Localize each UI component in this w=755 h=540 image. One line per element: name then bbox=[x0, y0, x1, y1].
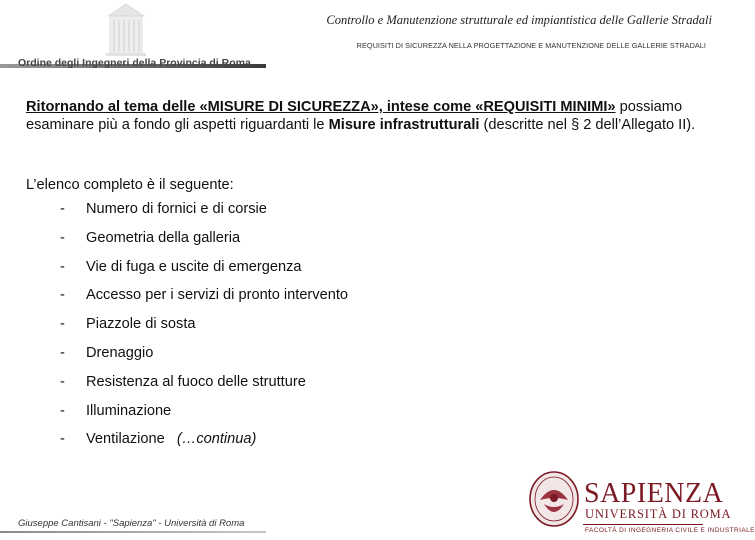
sapienza-logo-faculty: FACOLTÀ DI INGEGNERIA CIVILE E INDUSTRIALE bbox=[585, 527, 755, 534]
list-item bbox=[60, 403, 348, 432]
list-item-text: Geometria della galleria bbox=[86, 229, 241, 246]
intro-text-before: possiamo esaminare più a fondo gli aspetti riguardanti le bbox=[26, 99, 683, 133]
bullet-dash: - bbox=[60, 344, 65, 361]
continuation-note: (…continua) bbox=[176, 431, 257, 448]
list-item bbox=[60, 201, 348, 230]
sapienza-logo-name: SAPIENZA bbox=[584, 478, 724, 509]
list-item-text: Ventilazione bbox=[86, 431, 165, 448]
list-item bbox=[60, 259, 348, 288]
list-item bbox=[60, 287, 348, 316]
list-item-text: Drenaggio bbox=[86, 344, 154, 361]
intro-paragraph bbox=[26, 98, 706, 134]
bullet-dash: - bbox=[60, 201, 65, 217]
bullet-dash: - bbox=[60, 431, 65, 448]
sapienza-logo-divider bbox=[583, 524, 703, 525]
bullet-dash: - bbox=[60, 287, 65, 304]
list-item bbox=[60, 374, 348, 403]
list-item-text: Illuminazione bbox=[86, 402, 172, 419]
list-item bbox=[60, 431, 348, 460]
building-logo-icon bbox=[104, 2, 148, 58]
measures-list bbox=[60, 201, 348, 460]
bullet-dash: - bbox=[60, 316, 65, 333]
bullet-dash: - bbox=[60, 258, 65, 275]
list-item-text: Resistenza al fuoco delle strutture bbox=[86, 373, 306, 390]
list-item-text: Piazzole di sosta bbox=[86, 316, 196, 333]
list-item-text: Vie di fuga e uscite di emergenza bbox=[86, 258, 302, 275]
bullet-dash: - bbox=[60, 402, 65, 419]
organization-name: Ordine degli Ingegneri della Provincia di Roma bbox=[18, 57, 251, 69]
sapienza-seal-icon bbox=[528, 470, 580, 528]
list-intro: L’elenco completo è il seguente: bbox=[26, 177, 234, 193]
bullet-dash: - bbox=[60, 229, 65, 246]
bullet-dash: - bbox=[60, 373, 65, 390]
footer-divider bbox=[0, 531, 266, 533]
footer-author: Giuseppe Cantisani - "Sapienza" - Università di Roma bbox=[18, 518, 245, 529]
list-item bbox=[60, 345, 348, 374]
intro-heading: Ritornando al tema delle «MISURE DI SICUREZZA», intese come «REQUISITI MINIMI» bbox=[26, 99, 616, 115]
list-item bbox=[60, 230, 348, 259]
sapienza-logo-university: UNIVERSITÀ DI ROMA bbox=[585, 507, 732, 521]
intro-text-after: (descritte nel § 2 dell’Allegato II). bbox=[479, 117, 696, 133]
header-subtitle: REQUISITI DI SICUREZZA NELLA PROGETTAZIONE E MANUTENZIONE DELLE GALLERIE STRADALI bbox=[356, 41, 706, 50]
intro-bold-term: Misure infrastrutturali bbox=[328, 117, 480, 133]
list-item bbox=[60, 316, 348, 345]
list-item-text: Accesso per i servizi di pronto intervento bbox=[86, 287, 348, 304]
list-item-text: Numero di fornici e di corsie bbox=[86, 201, 267, 217]
header-title: Controllo e Manutenzione strutturale ed impiantistica delle Gallerie Stradali bbox=[326, 13, 712, 27]
